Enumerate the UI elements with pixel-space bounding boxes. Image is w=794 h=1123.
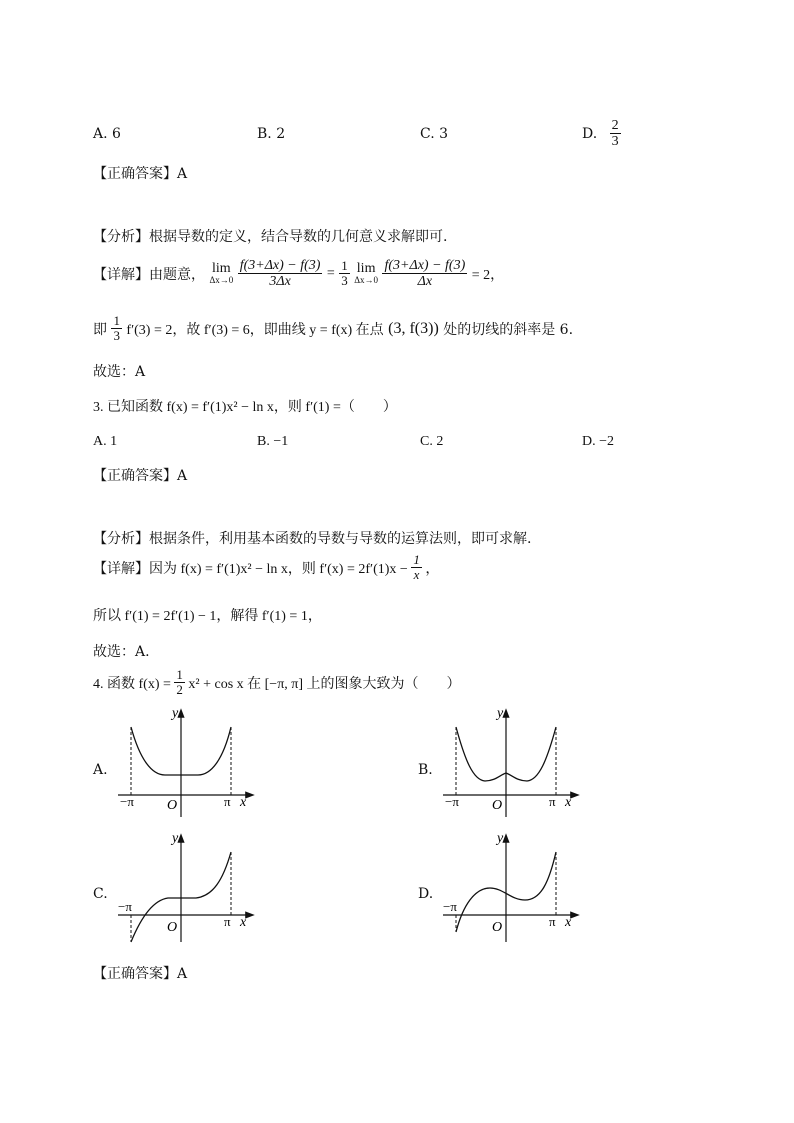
q4-stem: [93, 668, 461, 698]
fraction-third: [339, 259, 350, 289]
y-label: y: [172, 831, 179, 846]
q4-frac-den: 2: [176, 682, 183, 698]
q3-option-c: C. 2: [420, 434, 444, 449]
neg-pi-label: −π: [120, 794, 134, 809]
conclusion-text-a: f′(3) = 2，故 f′(3) = 6，即曲线 y = f(x) 在点: [126, 322, 384, 338]
q3-choose: 故选：A.: [93, 644, 150, 660]
neg-pi-label: −π: [445, 794, 459, 809]
q4-stem-fraction: [174, 668, 185, 698]
conclusion-fraction: [111, 314, 122, 344]
graph-label-c: C.: [93, 886, 108, 902]
q2-analysis: 【分析】根据导数的定义，结合导数的几何意义求解即可.: [93, 229, 448, 245]
option-b: B. 2: [257, 126, 286, 142]
option-d: [582, 118, 621, 150]
x-label: x: [565, 795, 572, 810]
q4-stem-pre: 4. 函数 f(x) =: [93, 676, 171, 692]
conclusion-text-c: 处的切线的斜率是 6.: [443, 321, 574, 338]
q3-detail-text: 【详解】因为 f(x) = f′(1)x² − ln x，则 f′(x) = 2f′(1)x −: [93, 561, 408, 577]
option-d-denominator: 3: [611, 134, 619, 150]
y-label: y: [172, 706, 179, 721]
pi-label: π: [549, 794, 556, 809]
pi-label: π: [224, 794, 231, 809]
q3-analysis: 【分析】根据条件，利用基本函数的导数与导数的运算法则，即可求解.: [93, 531, 532, 547]
fraction-1: [238, 258, 323, 290]
q2-answer: 【正确答案】A: [93, 166, 188, 182]
limit-1-sub: Δx→0: [209, 275, 234, 286]
q3-detail-fraction: [411, 553, 422, 583]
origin-label: O: [167, 920, 178, 935]
conclusion-frac-den: 3: [113, 328, 120, 344]
origin-label: O: [492, 798, 503, 813]
pi-label: π: [224, 914, 231, 929]
q2-choose: 故选：A: [93, 364, 146, 380]
neg-pi-label: −π: [118, 899, 132, 914]
y-label: y: [497, 831, 504, 846]
q3-option-a: A. 1: [93, 434, 118, 449]
limit-1: lim Δx→0: [209, 261, 234, 286]
origin-label: O: [167, 798, 178, 813]
option-d-label: D.: [582, 125, 598, 142]
q4-answer: 【正确答案】A: [93, 966, 188, 982]
q3-line2: 所以 f′(1) = 2f′(1) − 1，解得 f′(1) = 1，: [93, 609, 322, 624]
limit-2: lim Δx→0: [354, 261, 379, 286]
graph-label-b: B.: [418, 762, 433, 778]
option-d-fraction: [610, 118, 621, 150]
third-num: 1: [341, 258, 348, 274]
graph-label-a: A.: [93, 762, 108, 778]
q4-frac-num: 1: [176, 667, 183, 682]
q4-stem-post: x² + cos x 在 [−π, π] 上的图象大致为（ ）: [188, 676, 461, 692]
third-den: 3: [341, 273, 348, 289]
conclusion-point: (3, f(3)): [388, 319, 439, 337]
origin-label: O: [492, 920, 503, 935]
q3-detail-post: ，: [425, 561, 440, 577]
q2-detail: [93, 258, 504, 290]
y-label: y: [497, 706, 504, 721]
q3-option-d: D. −2: [582, 434, 615, 449]
q2-detail-label: 【详解】由题意，: [93, 266, 205, 283]
graph-label-d: D.: [418, 886, 434, 902]
x-label: x: [565, 915, 572, 930]
fraction-1-den: 3Δx: [269, 274, 291, 290]
fraction-2-den: Δx: [417, 274, 433, 290]
limit-2-sub: Δx→0: [354, 275, 379, 286]
option-c: C. 3: [420, 126, 449, 142]
q3-option-b: B. −1: [257, 434, 289, 449]
equals-two: = 2，: [471, 267, 505, 283]
graph-a: [110, 705, 260, 820]
x-label: x: [240, 915, 247, 930]
pi-label: π: [549, 914, 556, 929]
graph-d: [435, 830, 585, 945]
conclusion-prefix: 即: [93, 321, 107, 338]
graph-c: [110, 830, 260, 945]
conclusion-frac-num: 1: [113, 313, 120, 328]
q3-detail: [93, 553, 439, 583]
option-d-numerator: 2: [611, 118, 619, 133]
q2-conclusion: [93, 314, 573, 344]
q3-frac-num: 1: [413, 552, 420, 567]
fraction-2: [382, 258, 467, 290]
q3-frac-den: x: [413, 567, 420, 583]
fraction-1-num: f(3+Δx) − f(3): [239, 258, 321, 273]
graph-b: [435, 705, 585, 820]
option-a: A. 6: [93, 126, 121, 142]
q3-answer: 【正确答案】A: [93, 468, 188, 484]
x-label: x: [240, 795, 247, 810]
equals-sign: =: [326, 265, 335, 281]
fraction-2-num: f(3+Δx) − f(3): [384, 258, 466, 273]
neg-pi-label: −π: [443, 899, 457, 914]
q3-stem: 3. 已知函数 f(x) = f′(1)x² − ln x，则 f′(1) =（ ）: [93, 400, 397, 415]
